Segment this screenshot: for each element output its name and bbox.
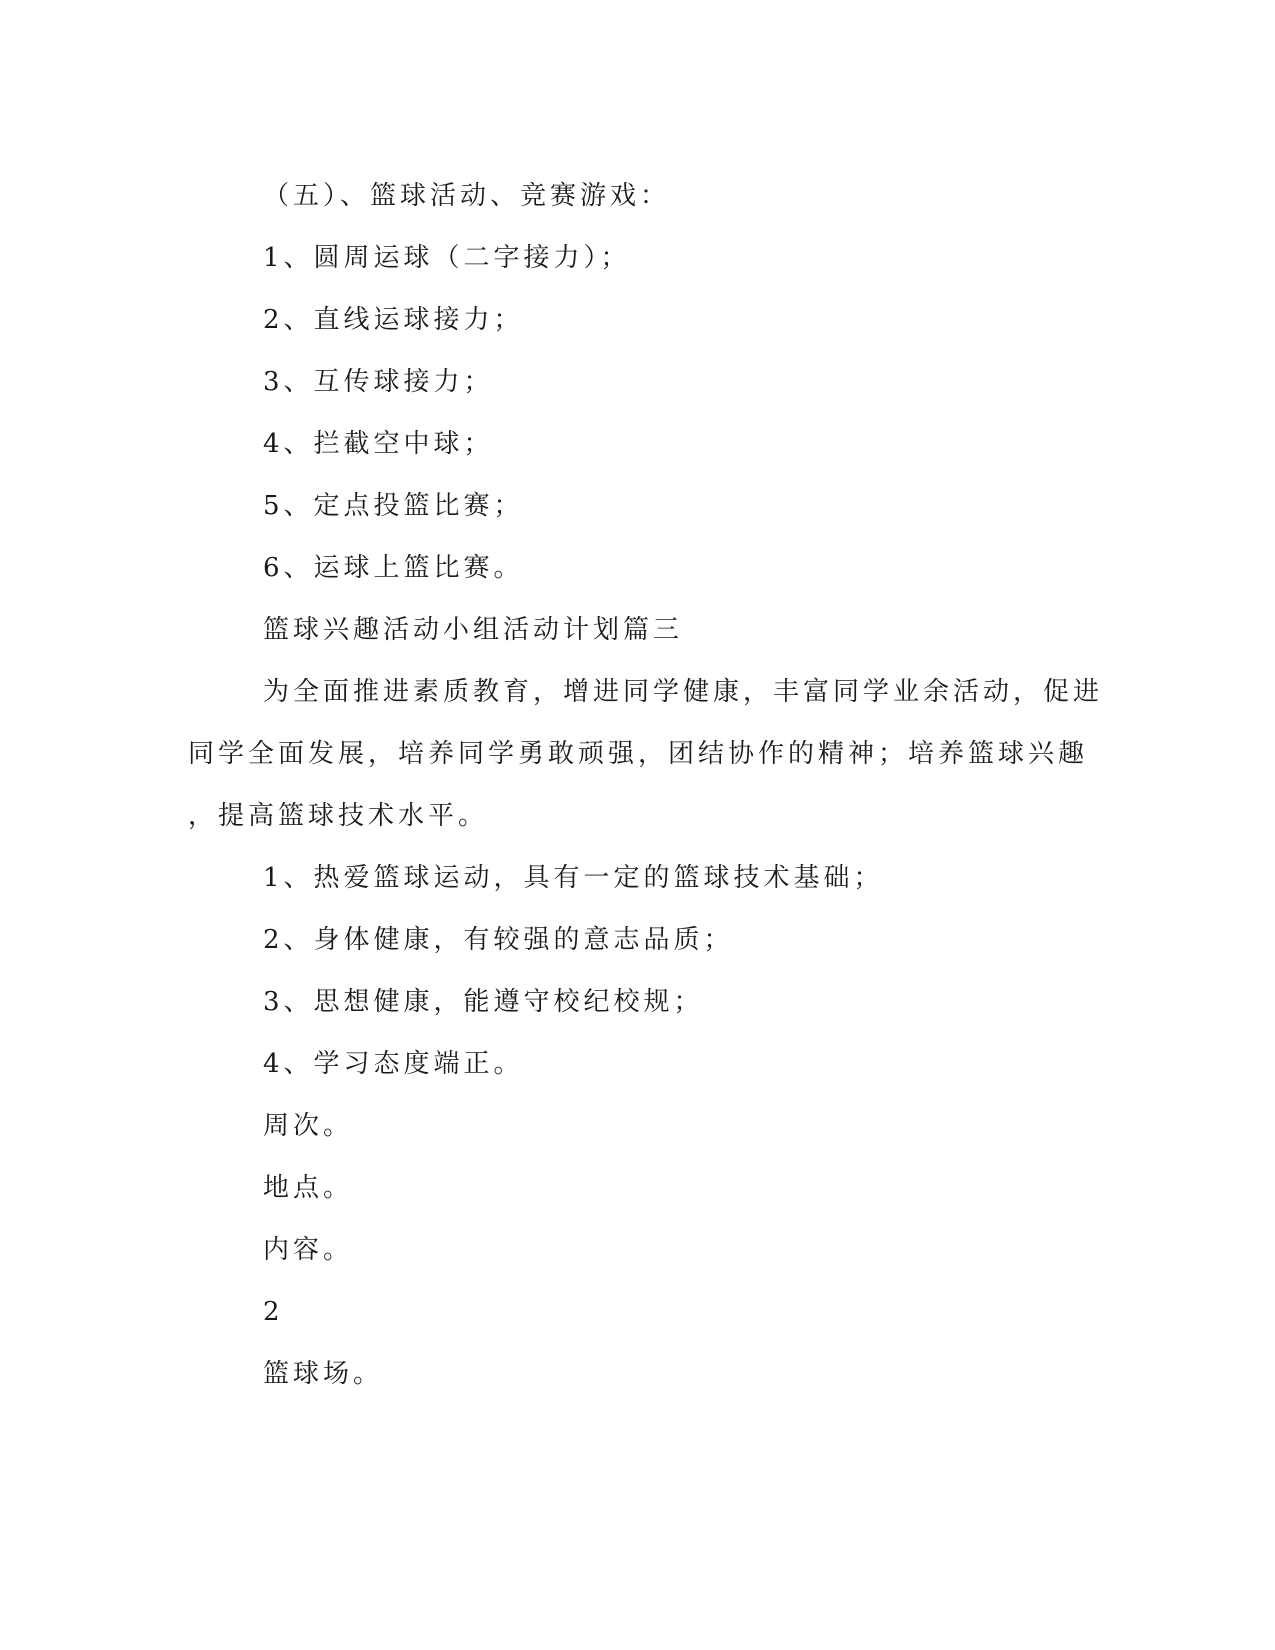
games-list [188, 227, 1088, 599]
intro-paragraph [188, 661, 1104, 847]
label-week: 周次。 [263, 1111, 354, 1141]
list-item: 2、直线运球接力； [263, 305, 524, 335]
label-content: 内容。 [263, 1235, 354, 1265]
document-body [188, 165, 1104, 1405]
list-item: 3、思想健康，能遵守校纪校规； [263, 987, 704, 1017]
paragraph-line: 同学全面发展，培养同学勇敢顽强，团结协作的精神；培养篮球兴趣 [188, 739, 1089, 769]
list-item: 2、身体健康，有较强的意志品质； [263, 925, 734, 955]
article-title: 篮球兴趣活动小组活动计划篇三 [263, 615, 684, 645]
list-item: 6、运球上篮比赛。 [263, 553, 524, 583]
location-value: 篮球场。 [263, 1359, 384, 1389]
schedule-labels [188, 1095, 1088, 1405]
label-location: 地点。 [263, 1173, 354, 1203]
list-item: 4、学习态度端正。 [263, 1049, 524, 1079]
list-item: 5、定点投篮比赛； [263, 491, 524, 521]
requirements-list [188, 847, 1088, 1095]
paragraph-line: ，提高篮球技术水平。 [188, 801, 489, 831]
section-heading: （五）、篮球活动、竞赛游戏： [263, 181, 671, 211]
list-item: 1、圆周运球（二字接力）； [263, 243, 631, 273]
week-number: 2 [263, 1297, 284, 1327]
paragraph-line: 为全面推进素质教育，增进同学健康，丰富同学业余活动，促进 [263, 677, 1104, 707]
list-item: 4、拦截空中球； [263, 429, 494, 459]
list-item: 3、互传球接力； [263, 367, 494, 397]
list-item: 1、热爱篮球运动，具有一定的篮球技术基础； [263, 863, 884, 893]
